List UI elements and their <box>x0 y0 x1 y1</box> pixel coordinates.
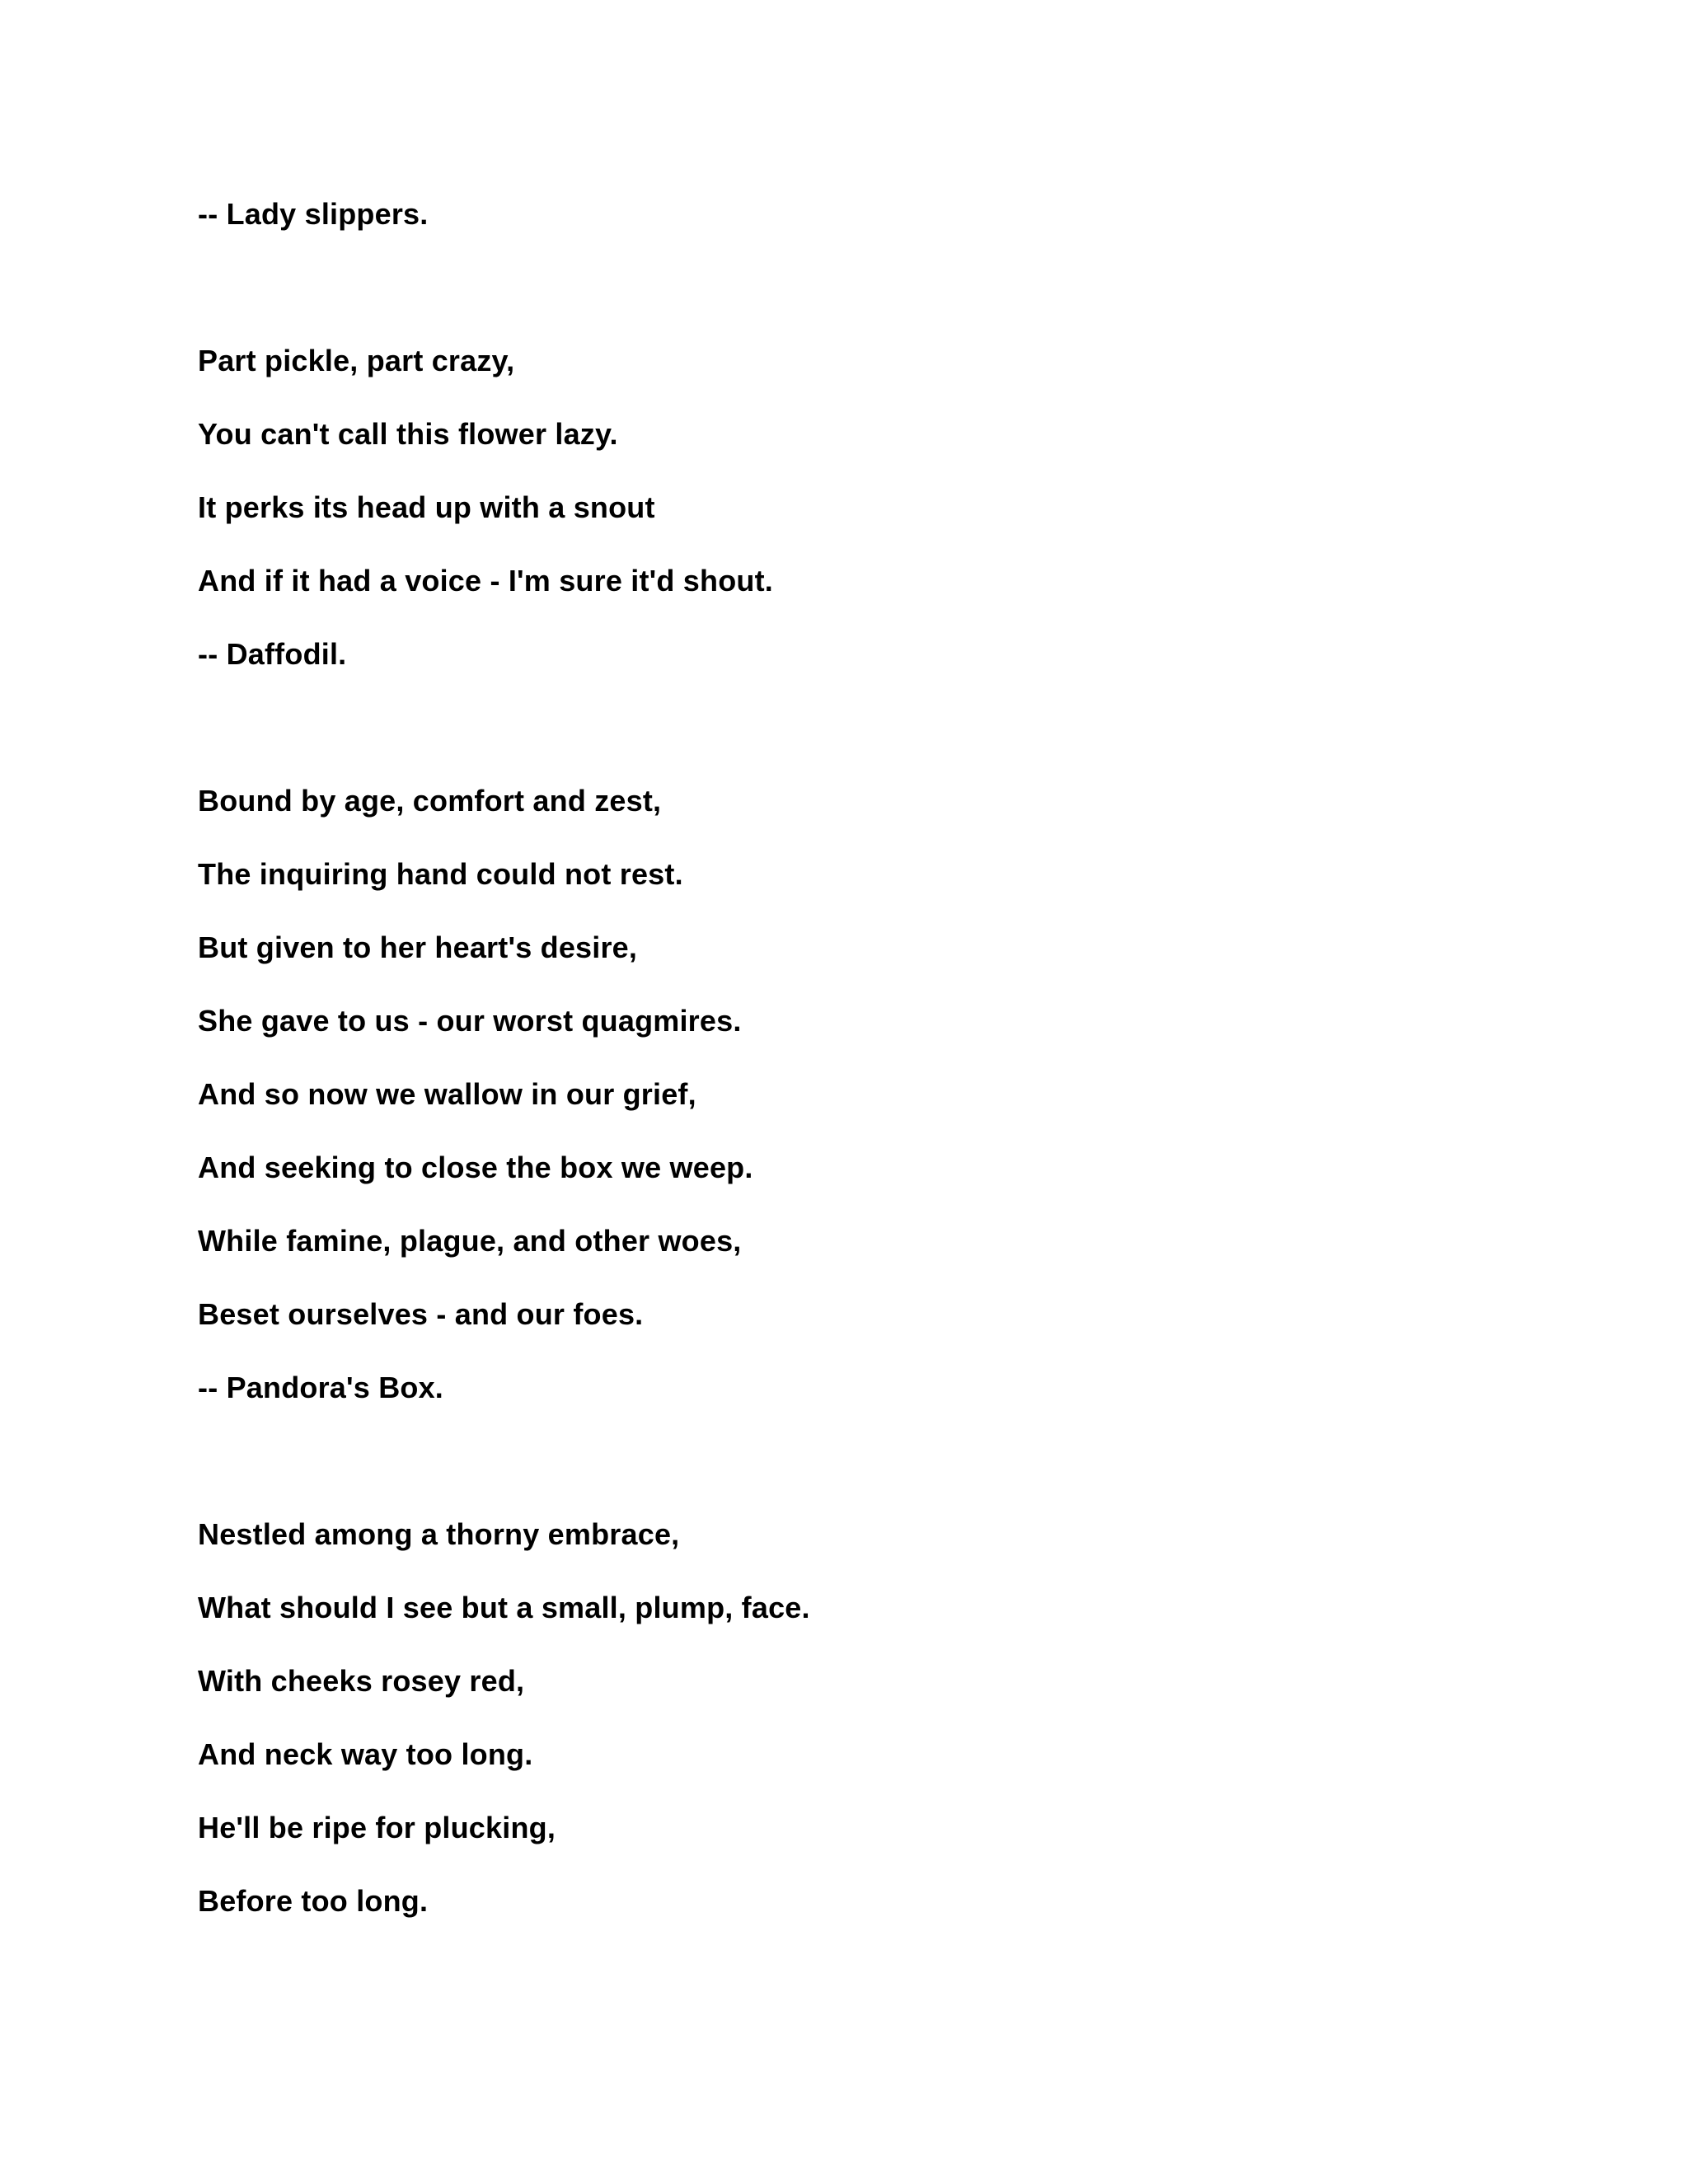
poem-line: What should I see but a small, plump, face. <box>198 1591 810 1624</box>
poem-line: And seeking to close the box we weep. <box>198 1151 753 1184</box>
poem-line: But given to her heart's desire, <box>198 930 638 964</box>
poem-line: Bound by age, comfort and zest, <box>198 784 662 818</box>
attribution-lady-slippers: -- Lady slippers. <box>198 197 429 231</box>
poem-line: It perks its head up with a snout <box>198 490 655 524</box>
poem-line: And if it had a voice - I'm sure it'd shout. <box>198 564 773 598</box>
attribution-pandoras-box: -- Pandora's Box. <box>198 1371 444 1404</box>
poem-line: He'll be ripe for plucking, <box>198 1811 556 1844</box>
poem-line: While famine, plague, and other woes, <box>198 1224 742 1258</box>
poem-line: Beset ourselves - and our foes. <box>198 1297 644 1331</box>
attribution-daffodil: -- Daffodil. <box>198 637 347 671</box>
poem-text <box>198 198 1484 1958</box>
poem-line: Nestled among a thorny embrace, <box>198 1517 680 1551</box>
stanza-gap <box>198 711 1484 785</box>
poem-line: Before too long. <box>198 1884 429 1918</box>
poem-line: The inquiring hand could not rest. <box>198 857 683 891</box>
stanza-gap <box>198 271 1484 344</box>
poem-line: And so now we wallow in our grief, <box>198 1077 696 1111</box>
stanza-gap <box>198 1445 1484 1518</box>
poem-line: Part pickle, part crazy, <box>198 344 515 377</box>
poem-line: She gave to us - our worst quagmires. <box>198 1004 742 1038</box>
poem-line: You can't call this flower lazy. <box>198 417 618 451</box>
poem-line: And neck way too long. <box>198 1737 533 1771</box>
poem-line: With cheeks rosey red, <box>198 1664 525 1698</box>
